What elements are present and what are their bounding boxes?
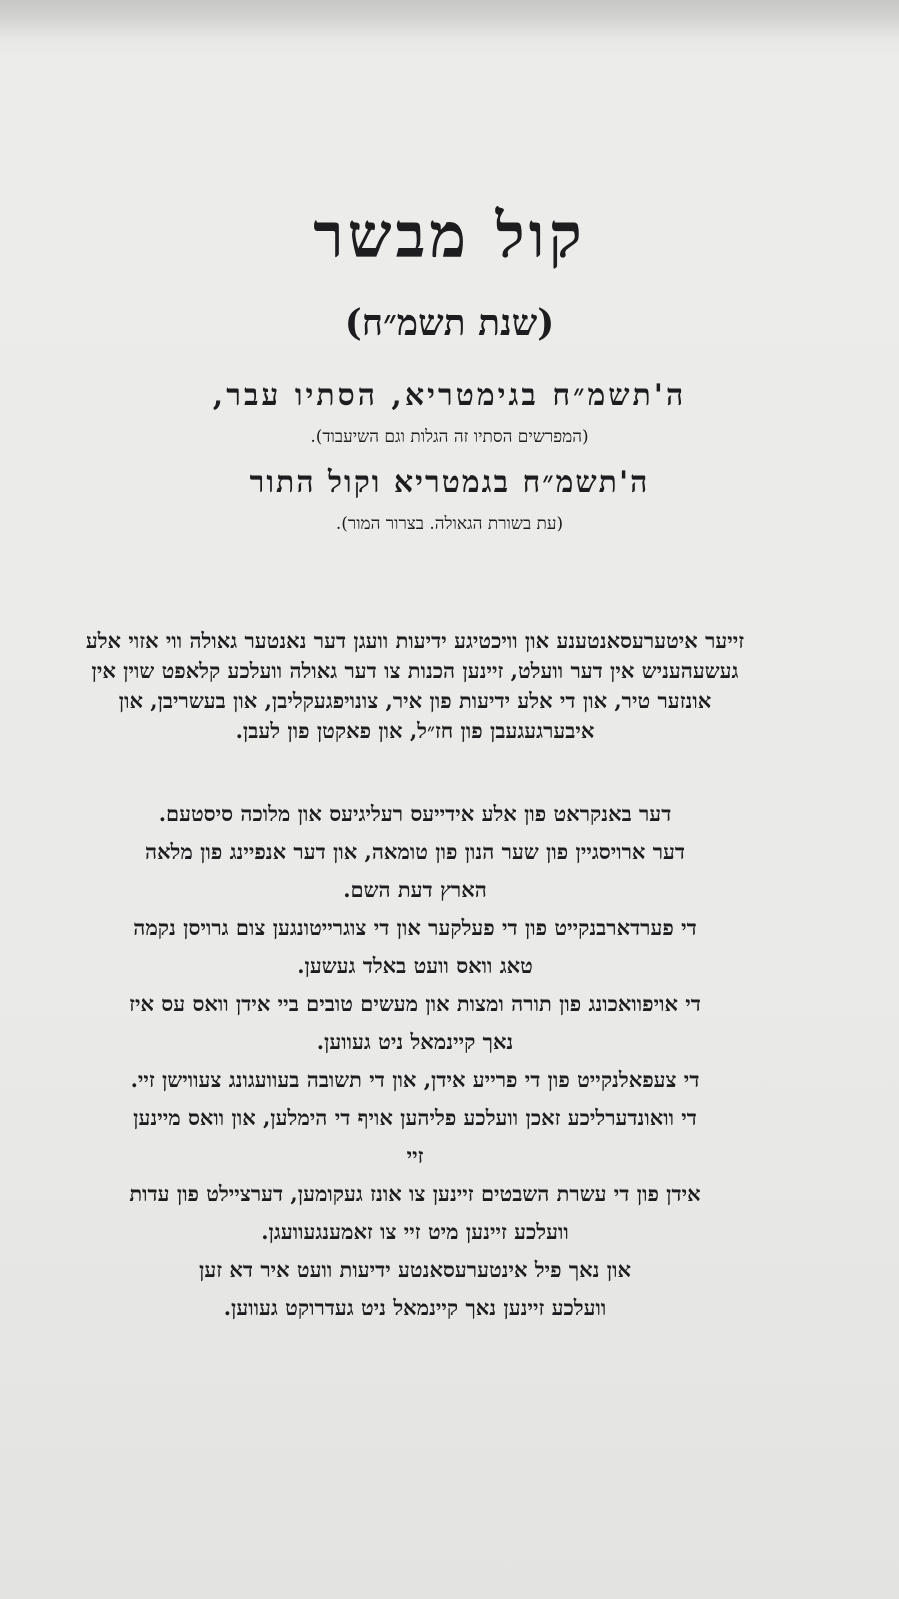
list-item: הארץ דעת השם. — [343, 877, 487, 902]
intro-line: זייער איטערעסאנטענע און וויכטיגע ידיעות וועגן דער נאנטער גאולה ווי אזוי אלע — [85, 628, 745, 653]
intro-paragraph — [20, 626, 810, 746]
list-item: זיי — [406, 1143, 424, 1168]
intro-line: אונזער טיר, און די אלע ידיעות פון איר, צונויפגעקליבן, און בעשריבן, און — [118, 688, 712, 713]
list-item: די אויפוואכונג פון תורה ומצות און מעשים טובים ביי אידן וואס עס איז — [129, 991, 701, 1016]
list-item: וועלכע זיינען נאך קיינמאל ניט געדרוקט געווען. — [223, 1295, 607, 1320]
list-item: די צעפאלנקייט פון די פרייע אידן, און די תשובה בעוועגונג צעווישן זיי. — [130, 1067, 700, 1092]
list-item: אידן פון די עשרת השבטים זיינען צו אונז געקומען, דערציילט פון עדות — [129, 1181, 701, 1206]
list-item: און נאך פיל אינטערעסאנטע ידיעות וועט איר דא זען — [199, 1257, 631, 1282]
gematria-note-2: (עת בשורת הגאולה. בצרור המור). — [335, 514, 564, 534]
page-title: קול מבשר — [313, 199, 586, 272]
intro-line: איבערגעגעבן פון חז״ל, און פאקטן פון לעבן. — [235, 718, 595, 743]
gematria-heading-2: ה'תשמ״ח בגמטריא וקול התור — [249, 465, 650, 500]
list-item: דער באנקראט פון אלע אידייעס רעליגיעס און מלוכה סיסטעם. — [158, 801, 672, 826]
intro-line: געשעהעניש אין דער וועלט, זיינען הכנות צו דער גאולה וועלכע קלאפט שוין אין — [91, 658, 739, 683]
list-item: דער ארויסגיין פון שער הנון פון טומאה, און דער אנפיינג פון מלאה — [144, 839, 686, 864]
gematria-heading-1: ה'תשמ״ח בגימטריא, הסתיו עבר, — [212, 378, 687, 413]
year-subtitle: (שנת תשמ״ח) — [344, 302, 555, 344]
list-item: נאך קיינמאל ניט געווען. — [316, 1029, 514, 1054]
page-edge-shadow — [0, 0, 899, 40]
list-item: די פערדארבנקייט פון די פעלקער און די צוגרייטונגען צום גרויסן נקמה — [133, 915, 697, 940]
list-item: וועלכע זיינען מיט זיי צו זאמענגעוועגן. — [261, 1219, 569, 1244]
list-item: די וואונדערליכע זאכן וועלכע פליהען אויף די הימלען, און וואס מיינען — [133, 1105, 697, 1130]
gematria-note-1: (המפרשים הסתיו זה הגלות וגם השיעבוד). — [310, 427, 589, 447]
header — [0, 199, 899, 534]
list-item: טאג וואס וועט באלד געשען. — [297, 953, 533, 978]
topics-list — [20, 795, 810, 1327]
